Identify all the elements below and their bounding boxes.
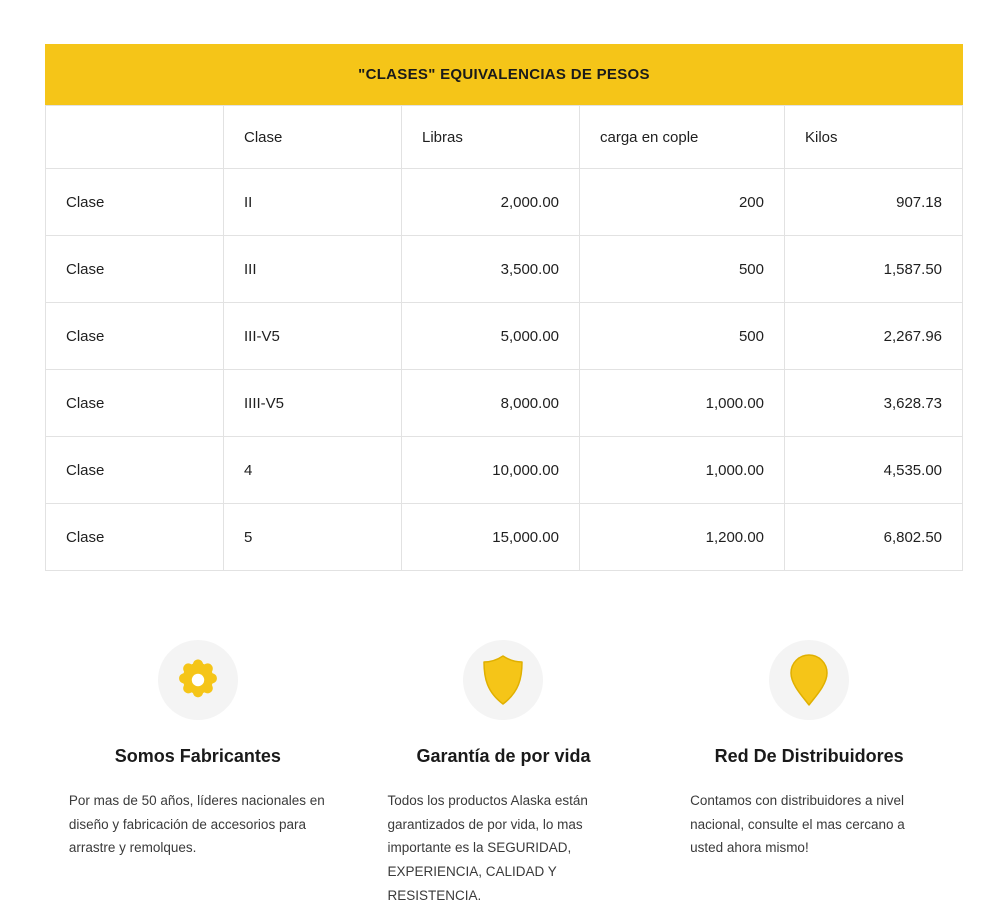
table-row: [46, 303, 963, 370]
row-label: Clase: [46, 504, 224, 571]
table-row: [46, 169, 963, 236]
table-row: [46, 370, 963, 437]
cell-kilos: 4,535.00: [785, 437, 963, 504]
cell-carga: 200: [580, 169, 785, 236]
cell-carga: 1,000.00: [580, 437, 785, 504]
column-header-kilos: Kilos: [785, 106, 963, 169]
feature-text: Por mas de 50 años, líderes nacionales en diseño y fabricación de accesorios para arrastre y remolques.: [68, 793, 325, 856]
column-header-carga-en-cople: carga en cople: [580, 106, 785, 169]
column-header-libras: Libras: [402, 106, 580, 169]
cell-carga: 500: [580, 303, 785, 370]
feature-somos-fabricantes: [45, 640, 351, 907]
row-label: Clase: [46, 169, 224, 236]
cell-clase: III: [224, 236, 402, 303]
cell-libras: 15,000.00: [402, 504, 580, 571]
cell-clase: 4: [224, 437, 402, 504]
feature-title: Red De Distribuidores: [714, 746, 904, 766]
feature-garantia-de-por-vida: [351, 640, 657, 907]
feature-title: Somos Fabricantes: [114, 746, 281, 766]
cell-carga: 500: [580, 236, 785, 303]
cell-libras: 3,500.00: [402, 236, 580, 303]
cell-kilos: 2,267.96: [785, 303, 963, 370]
shield-icon: [463, 640, 543, 720]
table-row: [46, 504, 963, 571]
cell-kilos: 3,628.73: [785, 370, 963, 437]
row-label: Clase: [46, 370, 224, 437]
table-header-row: [46, 106, 963, 169]
cell-kilos: 907.18: [785, 169, 963, 236]
cell-libras: 2,000.00: [402, 169, 580, 236]
feature-text: Todos los productos Alaska están garantizados de por vida, lo mas importante es la SEGURIDAD, EXPERIENCIA, CALIDAD Y RESISTENCIA.: [387, 793, 588, 903]
cell-kilos: 1,587.50: [785, 236, 963, 303]
cell-carga: 1,000.00: [580, 370, 785, 437]
feature-title: Garantía de por vida: [416, 746, 591, 766]
row-label: Clase: [46, 236, 224, 303]
cell-libras: 10,000.00: [402, 437, 580, 504]
cell-kilos: 6,802.50: [785, 504, 963, 571]
cell-libras: 8,000.00: [402, 370, 580, 437]
table-row: [46, 236, 963, 303]
column-header-blank: [46, 106, 224, 169]
feature-red-de-distribuidores: [656, 640, 962, 907]
equivalencias-table: [45, 44, 963, 571]
cell-clase: IIII-V5: [224, 370, 402, 437]
feature-text: Contamos con distribuidores a nivel nacional, consulte el mas cercano a usted ahora mismo!: [690, 793, 905, 856]
table-row: [46, 437, 963, 504]
features-section: [45, 640, 962, 907]
cell-clase: 5: [224, 504, 402, 571]
cell-carga: 1,200.00: [580, 504, 785, 571]
row-label: Clase: [46, 303, 224, 370]
map-pin-icon: [769, 640, 849, 720]
cell-clase: III-V5: [224, 303, 402, 370]
table-title: "CLASES" EQUIVALENCIAS DE PESOS: [45, 44, 963, 105]
equivalencias-table-container: [45, 44, 962, 571]
cell-clase: II: [224, 169, 402, 236]
cell-libras: 5,000.00: [402, 303, 580, 370]
row-label: Clase: [46, 437, 224, 504]
column-header-clase: Clase: [224, 106, 402, 169]
gear-icon: [158, 640, 238, 720]
